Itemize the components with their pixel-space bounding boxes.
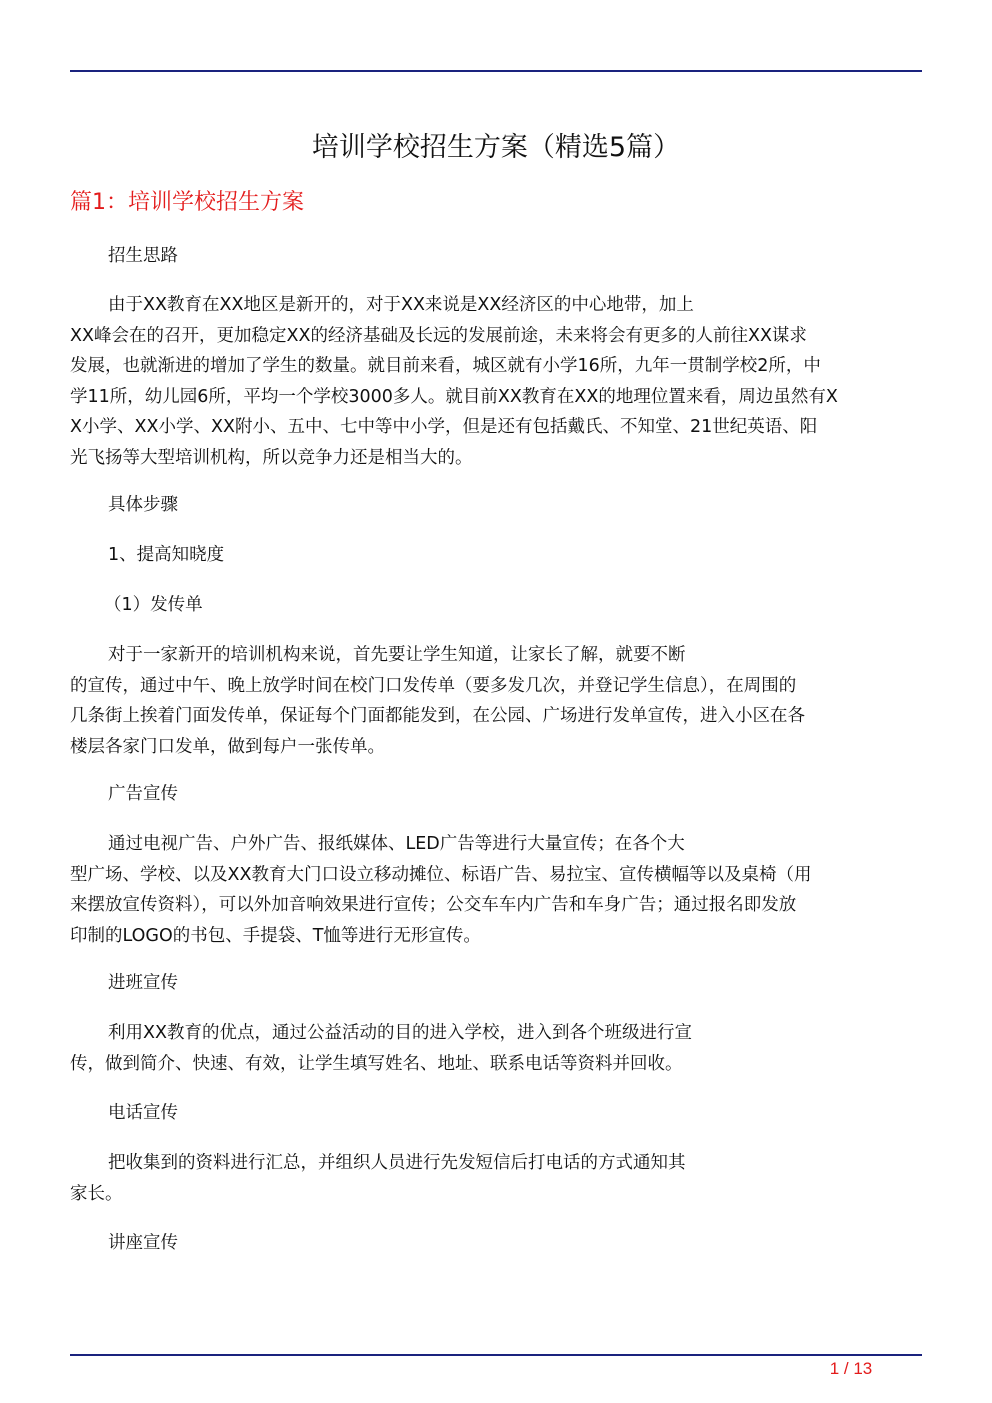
paragraph-line: 光飞扬等大型培训机构，所以竞争力还是相当大的。: [70, 447, 473, 468]
section-heading: 篇1：培训学校招生方案: [70, 190, 304, 215]
paragraph-line: 由于XX教育在XX地区是新开的，对于XX来说是XX经济区的中心地带，加上: [108, 295, 694, 315]
page-number: 1 / 13: [829, 1359, 873, 1378]
paragraph-7: [70, 829, 922, 951]
paragraph-line: X小学、XX小学、XX附小、五中、七中等中小学，但是还有包括戴氏、不知堂、21世纪英语、阳: [70, 417, 818, 437]
paragraph-5: [70, 640, 922, 762]
paragraph-line: 广告宣传: [108, 784, 178, 804]
paragraph-8: [70, 968, 922, 999]
paragraph-line: 型广场、学校、以及XX教育大门口设立移动摊位、标语广告、易拉宝、宣传横幅等以及桌椅（用: [70, 864, 812, 885]
document-title: 培训学校招生方案（精选5篇）: [311, 132, 681, 163]
paragraph-line: 的宣传，通过中午、晚上放学时间在校门口发传单（要多发几次，并登记学生信息），在周围的: [70, 675, 797, 696]
paragraph-11: [70, 1148, 922, 1209]
paragraph-line: 对于一家新开的培训机构来说，首先要让学生知道，让家长了解，就要不断: [108, 645, 686, 665]
paragraph-line: 楼层各家门口发单，做到每户一张传单。: [70, 736, 385, 757]
paragraph-line: 进班宣传: [108, 973, 178, 993]
paragraph-line: 印制的LOGO的书包、手提袋、T恤等进行无形宣传。: [70, 925, 481, 946]
paragraph-line: 把收集到的资料进行汇总，并组织人员进行先发短信后打电话的方式通知其: [108, 1153, 686, 1173]
paragraph-line: 1、提高知晓度: [108, 545, 225, 565]
paragraph-line: 通过电视广告、户外广告、报纸媒体、LED广告等进行大量宣传；在各个大: [108, 834, 685, 854]
paragraph-line: 讲座宣传: [108, 1233, 178, 1253]
paragraph-line: 发展，也就渐进的增加了学生的数量。就目前来看，城区就有小学16所，九年一贯制学校2所，中: [70, 356, 821, 376]
paragraph-6: [70, 779, 922, 810]
footer-rule: [70, 1354, 922, 1356]
paragraph-1: [70, 290, 922, 473]
paragraph-12: [70, 1228, 922, 1259]
paragraph-line: 学11所，幼儿园6所，平均一个学校3000多人。就目前XX教育在XX的地理位置来看，周边虽然有X: [70, 386, 838, 407]
paragraph-line: 传，做到简介、快速、有效，让学生填写姓名、地址、联系电话等资料并回收。: [70, 1053, 683, 1074]
paragraph-0: [70, 241, 922, 272]
paragraph-9: [70, 1018, 922, 1079]
paragraph-2: [70, 490, 922, 521]
paragraph-line: 家长。: [70, 1183, 123, 1204]
paragraph-line: 利用XX教育的优点，通过公益活动的目的进入学校，进入到各个班级进行宣: [108, 1023, 692, 1043]
paragraph-line: 具体步骤: [108, 495, 178, 515]
paragraph-line: 来摆放宣传资料），可以外加音响效果进行宣传；公交车车内广告和车身广告；通过报名即发放: [70, 895, 797, 915]
paragraph-3: [70, 540, 922, 571]
paragraph-line: XX峰会在的召开，更加稳定XX的经济基础及长远的发展前途，未来将会有更多的人前往XX谋求: [70, 325, 807, 346]
paragraph-line: 电话宣传: [108, 1103, 178, 1123]
paragraph-line: 招生思路: [108, 246, 178, 266]
paragraph-line: （1）发传单: [104, 595, 203, 615]
header-rule: [70, 70, 922, 72]
paragraph-line: 几条街上挨着门面发传单，保证每个门面都能发到，在公园、广场进行发单宣传，进入小区在各: [70, 706, 805, 726]
paragraph-4: [70, 590, 922, 621]
paragraph-10: [70, 1098, 922, 1129]
